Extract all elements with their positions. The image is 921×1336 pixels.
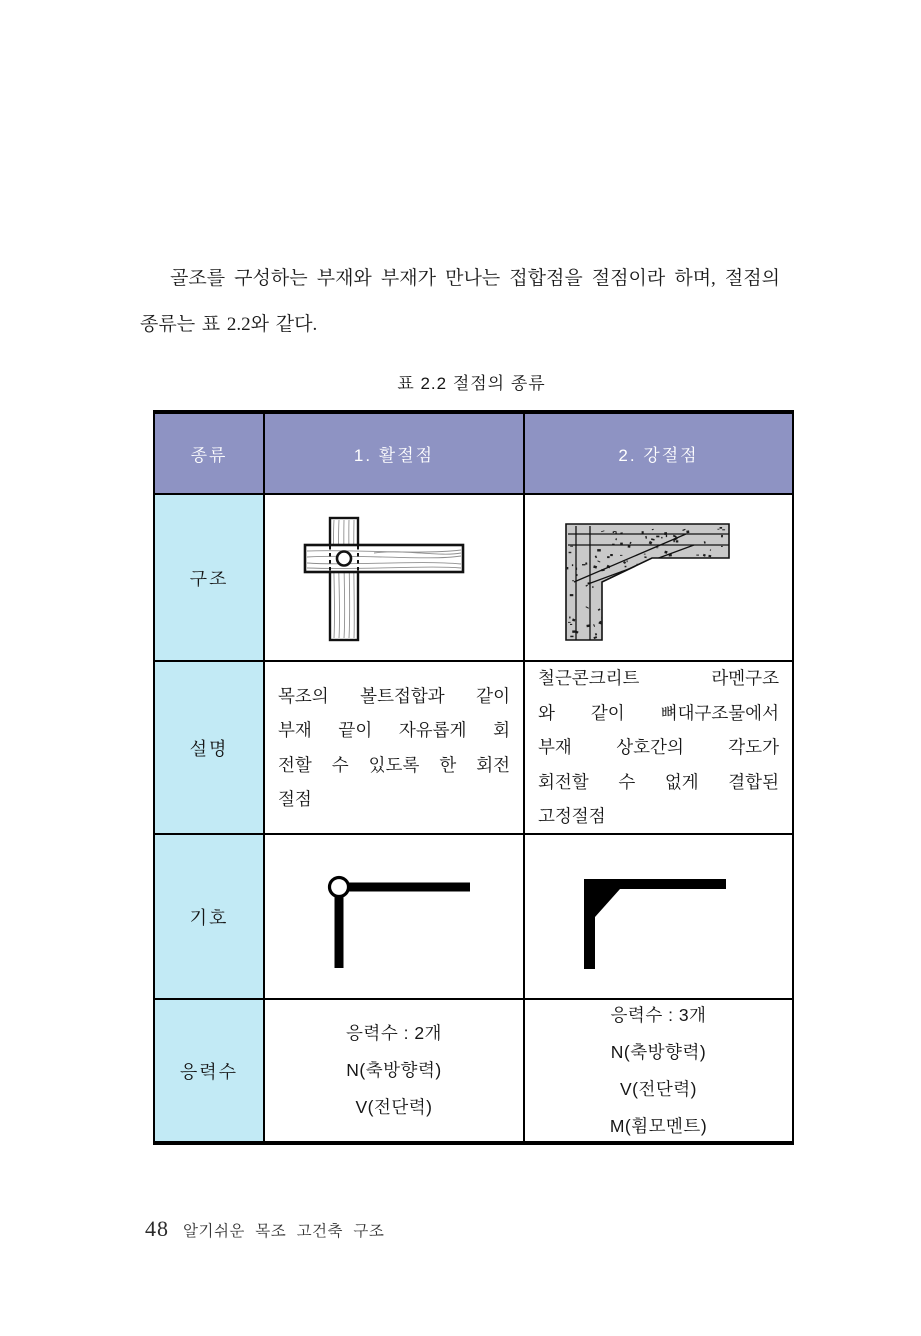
stress-rigid-cell <box>525 1000 792 1141</box>
symbol-vertical-bar <box>335 894 344 968</box>
stress-pin-cell <box>265 1000 525 1141</box>
wood-bolt-joint-diagram <box>299 510 489 645</box>
description-line: 목조의 볼트접합과 같이 <box>278 685 510 706</box>
row-label-stress-count: 응력수 <box>155 1000 265 1141</box>
description-line: 고정절점 <box>538 806 606 827</box>
header-cell-rigid-joint: 2. 강절점 <box>525 414 792 495</box>
description-line: 절점 <box>278 789 312 809</box>
table-title: 표 2.2 절점의 종류 <box>397 374 546 393</box>
description-line: 와 같이 뼈대구조물에서 <box>538 702 779 723</box>
stress-line: N(축방향력) <box>346 1060 442 1080</box>
symbol-vertical-bar <box>584 879 595 969</box>
description-line: 부재 끝이 자유롭게 회 <box>278 720 510 740</box>
header-cell-type: 종류 <box>155 414 265 495</box>
symbol-pin-cell <box>265 835 525 1000</box>
description-line: 전할 수 있도록 한 회전 <box>278 754 510 775</box>
stress-line: 응력수 : 3개 <box>610 1004 707 1025</box>
book-title: 알기쉬운 목조 고건축 구조 <box>183 1223 385 1240</box>
stress-line: N(축방향력) <box>610 1041 707 1062</box>
description-line: 회전할 수 없게 결합된 <box>538 771 779 792</box>
stress-line: 응력수 : 2개 <box>346 1023 442 1043</box>
row-label-symbol: 기호 <box>155 835 265 1000</box>
stress-line: V(전단력) <box>355 1097 433 1117</box>
pin-circle <box>330 877 349 896</box>
joint-types-table <box>153 410 794 1145</box>
rigid-joint-symbol <box>574 861 744 973</box>
description-line: 부재 상호간의 각도가 <box>538 737 779 758</box>
row-label-structure: 구조 <box>155 495 265 662</box>
symbol-horizontal-bar <box>584 879 726 889</box>
header-cell-pin-joint: 1. 활절점 <box>265 414 525 495</box>
bolt-circle <box>337 552 351 566</box>
description-pin-cell <box>265 662 525 835</box>
pin-joint-symbol <box>304 861 484 973</box>
body-paragraph: 골조를 구성하는 부재와 부재가 만나는 접합점을 절점이라 하며, 절점의 종류는 표 2.2와 같다. <box>140 268 780 335</box>
stress-line: M(휨모멘트) <box>609 1115 708 1136</box>
row-label-description: 설명 <box>155 662 265 835</box>
page-number: 48 <box>145 1216 169 1241</box>
structure-rigid-cell <box>525 495 792 662</box>
page-footer <box>145 1216 384 1242</box>
symbol-horizontal-bar <box>348 882 470 891</box>
stress-line: V(전단력) <box>619 1078 698 1099</box>
description-line: 철근콘크리트 라멘구조 <box>538 668 779 689</box>
rigid-corner-haunch <box>595 889 620 917</box>
structure-pin-cell <box>265 495 525 662</box>
concrete-rigid-frame-diagram <box>544 500 774 655</box>
symbol-rigid-cell <box>525 835 792 1000</box>
description-rigid-cell <box>525 662 792 835</box>
